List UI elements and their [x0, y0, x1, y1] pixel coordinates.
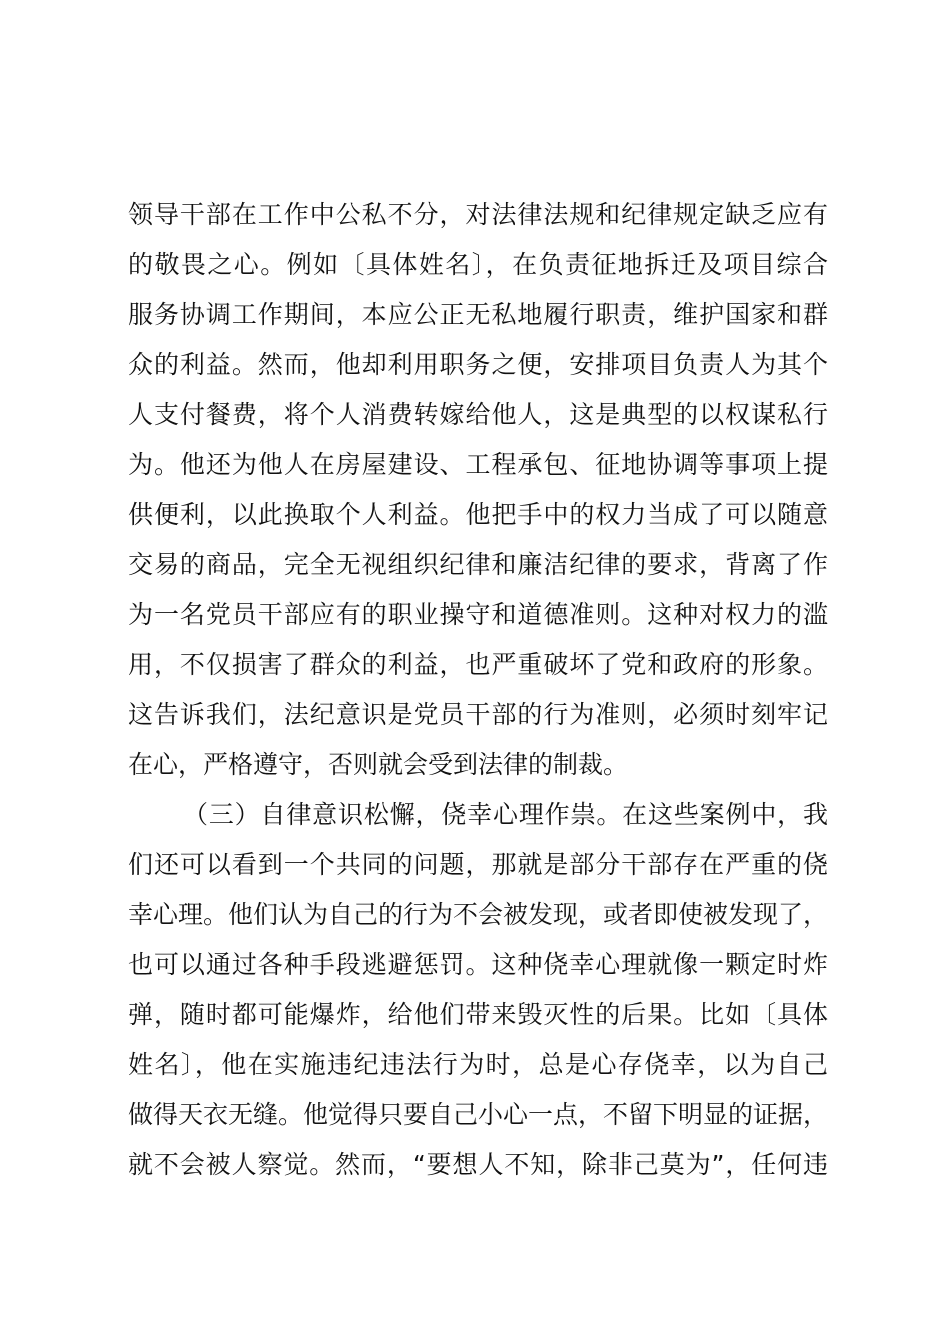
text-line: 也可以通过各种手段逃避惩罚。这种侥幸心理就像一颗定时炸: [128, 950, 828, 979]
text-line: 供便利，以此换取个人利益。他把手中的权力当成了可以随意: [128, 500, 828, 529]
text-line: 这告诉我们，法纪意识是党员干部的行为准则，必须时刻牢记: [128, 700, 828, 729]
text-line: 领导干部在工作中公私不分，对法律法规和纪律规定缺乏应有: [128, 200, 828, 229]
text-line: 做得天衣无缝。他觉得只要自己小心一点，不留下明显的证据，: [128, 1100, 829, 1129]
text-line: 众的利益。然而，他却利用职务之便，安排项目负责人为其个: [128, 350, 828, 379]
section-heading-line: （三）自律意识松懈，侥幸心理作祟。在这些案例中，我: [183, 800, 828, 829]
text-line: 们还可以看到一个共同的问题，那就是部分干部存在严重的侥: [128, 850, 828, 879]
text-line: 服务协调工作期间，本应公正无私地履行职责，维护国家和群: [128, 300, 828, 329]
text-line: 弹，随时都可能爆炸，给他们带来毁灭性的后果。比如〔具体: [128, 1000, 828, 1029]
text-line: 的敬畏之心。例如〔具体姓名〕，在负责征地拆迁及项目综合: [128, 250, 828, 279]
text-line: 为一名党员干部应有的职业操守和道德准则。这种对权力的滥: [128, 600, 828, 629]
text-line: 就不会被人察觉。然而，“要想人不知，除非己莫为”，任何违: [128, 1150, 828, 1179]
body-text: [128, 190, 828, 1190]
text-line: 姓名〕，他在实施违纪违法行为时，总是心存侥幸，以为自己: [128, 1050, 828, 1079]
text-line: 交易的商品，完全无视组织纪律和廉洁纪律的要求，背离了作: [128, 550, 828, 579]
text-line: 为。他还为他人在房屋建设、工程承包、征地协调等事项上提: [128, 450, 828, 479]
text-line: 幸心理。他们认为自己的行为不会被发现，或者即使被发现了，: [128, 900, 829, 929]
text-line: 在心，严格遵守，否则就会受到法律的制裁。: [128, 750, 629, 779]
text-line: 用，不仅损害了群众的利益，也严重破坏了党和政府的形象。: [128, 650, 828, 679]
text-line: 人支付餐费，将个人消费转嫁给他人，这是典型的以权谋私行: [128, 400, 828, 429]
